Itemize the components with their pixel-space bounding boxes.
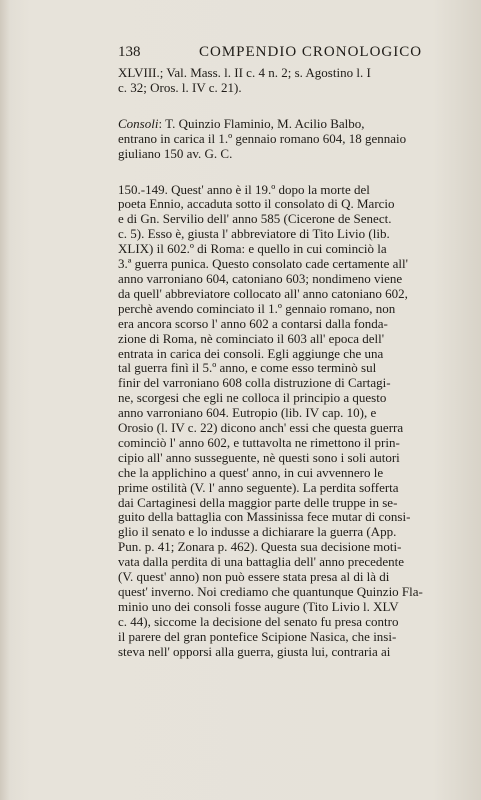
main-paragraph [118, 183, 438, 660]
consoli-line: giuliano 150 av. G. C. [118, 145, 233, 161]
consoli-line: entrano in carica il 1.º gennaio romano 604, 18 gennaio [118, 130, 407, 146]
main-line: poeta Ennio, accaduta sotto il consolato di Q. Marcio [118, 196, 395, 212]
page-header [118, 44, 437, 64]
main-line: minio uno dei consoli fosse augure (Tito Livio l. XLV [118, 598, 399, 614]
main-line: vata dalla perdita di una battaglia dell' anno precedente [118, 554, 405, 570]
references-paragraph [118, 66, 438, 96]
main-line: entrata in carica dei consoli. Egli aggiunge che una [118, 345, 384, 361]
main-line: era ancora scorso l' anno 602 a contarsi dalla fonda- [118, 315, 388, 331]
main-line: perchè avendo cominciato il 1.º gennaio romano, non [118, 300, 396, 316]
main-line: XLIX) il 602.º di Roma: e quello in cui cominciò la [118, 241, 387, 257]
main-line: quest' inverno. Noi crediamo che quantunque Quinzio Fla- [118, 584, 423, 599]
main-line: 150.-149. Quest' anno è il 19.º dopo la morte del [118, 181, 370, 197]
consoli-label: Consoli [118, 115, 159, 131]
consoli-paragraph [118, 117, 438, 162]
main-line: il parere del gran pontefice Scipione Nasica, che insi- [118, 628, 397, 644]
main-line: cipio all' anno susseguente, nè questi sono i soli autori [118, 449, 400, 465]
page-number: 138 [118, 44, 141, 60]
main-line: anno varroniano 604, catoniano 603; nondimeno viene [118, 270, 403, 286]
main-line: glio il senato e lo indusse a dichiarare la guerra (App. [118, 524, 397, 540]
main-line: dai Cartaginesi della maggior parte delle truppe in se- [118, 494, 398, 510]
main-line: c. 44), siccome la decisione del senato fu presa contro [118, 613, 399, 629]
main-line: finir del varroniano 608 colla distruzione di Cartagi- [118, 375, 391, 391]
main-line: cominciò l' anno 602, e tuttavolta ne rimettono il prin- [118, 434, 400, 450]
running-title: COMPENDIO CRONOLOGICO [199, 44, 423, 60]
main-line: steva nell' opporsi alla guerra, giusta lui, contraria ai [118, 643, 391, 659]
main-line: c. 5). Esso è, giusta l' abbreviatore di Tito Livio (lib. [118, 226, 390, 242]
main-line: Pun. p. 41; Zonara p. 462). Questa sua decisione moti- [118, 539, 402, 555]
consoli-line [118, 117, 438, 132]
main-line: anno varroniano 604. Eutropio (lib. IV cap. 10), e [118, 405, 377, 421]
main-line: Orosio (l. IV c. 22) dicono anch' essi che questa guerra [118, 420, 404, 436]
main-line: zione di Roma, nè cominciato il 603 all' epoca dell' [118, 330, 385, 346]
reference-line: XLVIII.; Val. Mass. l. II c. 4 n. 2; s. Agostino l. I [118, 65, 371, 80]
paragraph-spacer [118, 96, 438, 117]
main-line: 3.ª guerra punica. Questo consolato cade certamente all' [118, 256, 408, 272]
paragraph-spacer [118, 162, 438, 183]
main-line: tal guerra finì il 5.º anno, e come esso terminò sul [118, 360, 377, 376]
consoli-text: : T. Quinzio Flaminio, M. Acilio Balbo, [158, 115, 365, 131]
reference-line: c. 32; Oros. l. IV c. 21). [118, 79, 242, 95]
main-line: ne, scorgesi che egli ne colloca il principio a questo [118, 390, 387, 406]
main-line: che la applichino a quest' anno, in cui avvennero le [118, 464, 384, 480]
main-line: prime ostilità (V. l' anno seguente). La perdita sofferta [118, 479, 399, 495]
main-line: da quell' abbreviatore collocato all' anno catoniano 602, [118, 285, 408, 301]
main-line: guito della battaglia con Massinissa fece mutar di consi- [118, 509, 411, 525]
page-body [118, 66, 438, 660]
main-line: e di Gn. Servilio dell' anno 585 (Cicerone de Senect. [118, 211, 392, 227]
main-line: (V. quest' anno) non può essere stata presa al di là di [118, 569, 390, 585]
